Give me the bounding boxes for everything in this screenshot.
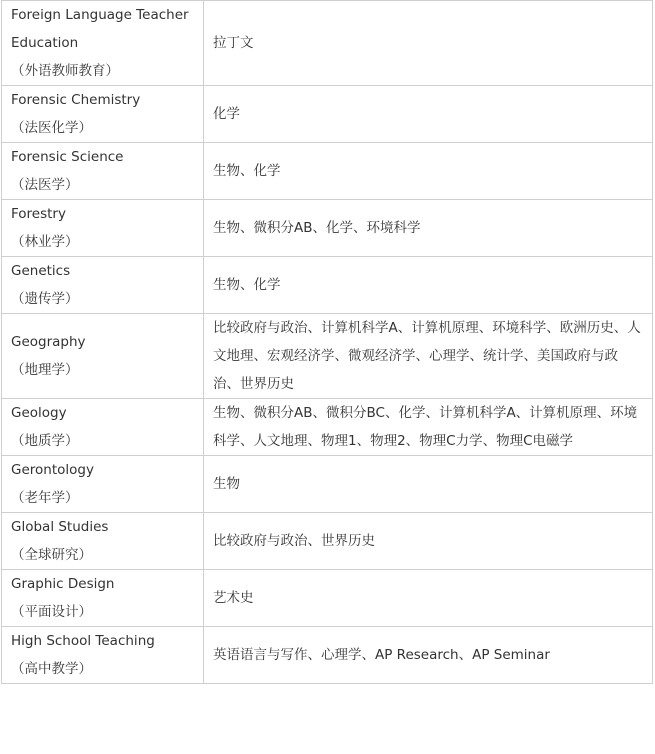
major-cell: [2, 570, 204, 627]
table-row: [2, 200, 653, 257]
major-name-en: Forensic Chemistry: [11, 92, 141, 108]
major-name-cn: （平面设计）: [11, 604, 92, 620]
major-name-en: Global Studies: [11, 519, 109, 535]
subjects-cell: 生物: [204, 456, 653, 513]
major-cell: [2, 200, 204, 257]
major-cell: [2, 399, 204, 456]
table-row: [2, 570, 653, 627]
subjects-cell: 比较政府与政治、世界历史: [204, 513, 653, 570]
subjects-cell: 艺术史: [204, 570, 653, 627]
major-name-cn: （法医化学）: [11, 120, 92, 136]
major-name-en: Geography: [11, 334, 86, 350]
subjects-cell: 生物、微积分AB、微积分BC、化学、计算机科学A、计算机原理、环境科学、人文地理、物理1、物理2、物理C力学、物理C电磁学: [204, 399, 653, 456]
major-cell: [2, 1, 204, 86]
table-row: [2, 627, 653, 684]
subjects-cell: 生物、微积分AB、化学、环境科学: [204, 200, 653, 257]
table-row: [2, 143, 653, 200]
table-row: [2, 86, 653, 143]
major-name-en: Graphic Design: [11, 576, 115, 592]
subjects-cell: 比较政府与政治、计算机科学A、计算机原理、环境科学、欧洲历史、人文地理、宏观经济学、微观经济学、心理学、统计学、美国政府与政治、世界历史: [204, 314, 653, 399]
table-row: [2, 456, 653, 513]
major-name-en: High School Teaching: [11, 633, 155, 649]
table-row: [2, 314, 653, 399]
table-row: [2, 1, 653, 86]
table-row: [2, 399, 653, 456]
major-name-cn: （法医学）: [11, 177, 79, 193]
table-row: [2, 257, 653, 314]
major-cell: [2, 86, 204, 143]
major-name-en: Geology: [11, 405, 67, 421]
major-name-cn: （地质学）: [11, 433, 79, 449]
major-cell: [2, 456, 204, 513]
major-cell: [2, 314, 204, 399]
major-name-en: Gerontology: [11, 462, 94, 478]
major-name-cn: （地理学）: [11, 362, 79, 378]
table-row: [2, 513, 653, 570]
subjects-cell: 化学: [204, 86, 653, 143]
major-name-cn: （老年学）: [11, 490, 79, 506]
major-name-cn: （遗传学）: [11, 291, 79, 307]
major-cell: [2, 627, 204, 684]
major-cell: [2, 513, 204, 570]
major-name-cn: （全球研究）: [11, 547, 92, 563]
subjects-cell: 英语语言与写作、心理学、AP Research、AP Seminar: [204, 627, 653, 684]
major-cell: [2, 257, 204, 314]
major-name-cn: （高中教学）: [11, 661, 92, 677]
major-name-en: Forensic Science: [11, 149, 124, 165]
major-name-cn: （林业学）: [11, 234, 79, 250]
subjects-cell: 生物、化学: [204, 257, 653, 314]
subjects-cell: 拉丁文: [204, 1, 653, 86]
major-name-cn: （外语教师教育）: [11, 63, 119, 79]
majors-table: [1, 0, 653, 684]
major-name-en: Foreign Language Teacher Education: [11, 7, 189, 51]
major-name-en: Genetics: [11, 263, 71, 279]
subjects-cell: 生物、化学: [204, 143, 653, 200]
major-cell: [2, 143, 204, 200]
major-name-en: Forestry: [11, 206, 66, 222]
